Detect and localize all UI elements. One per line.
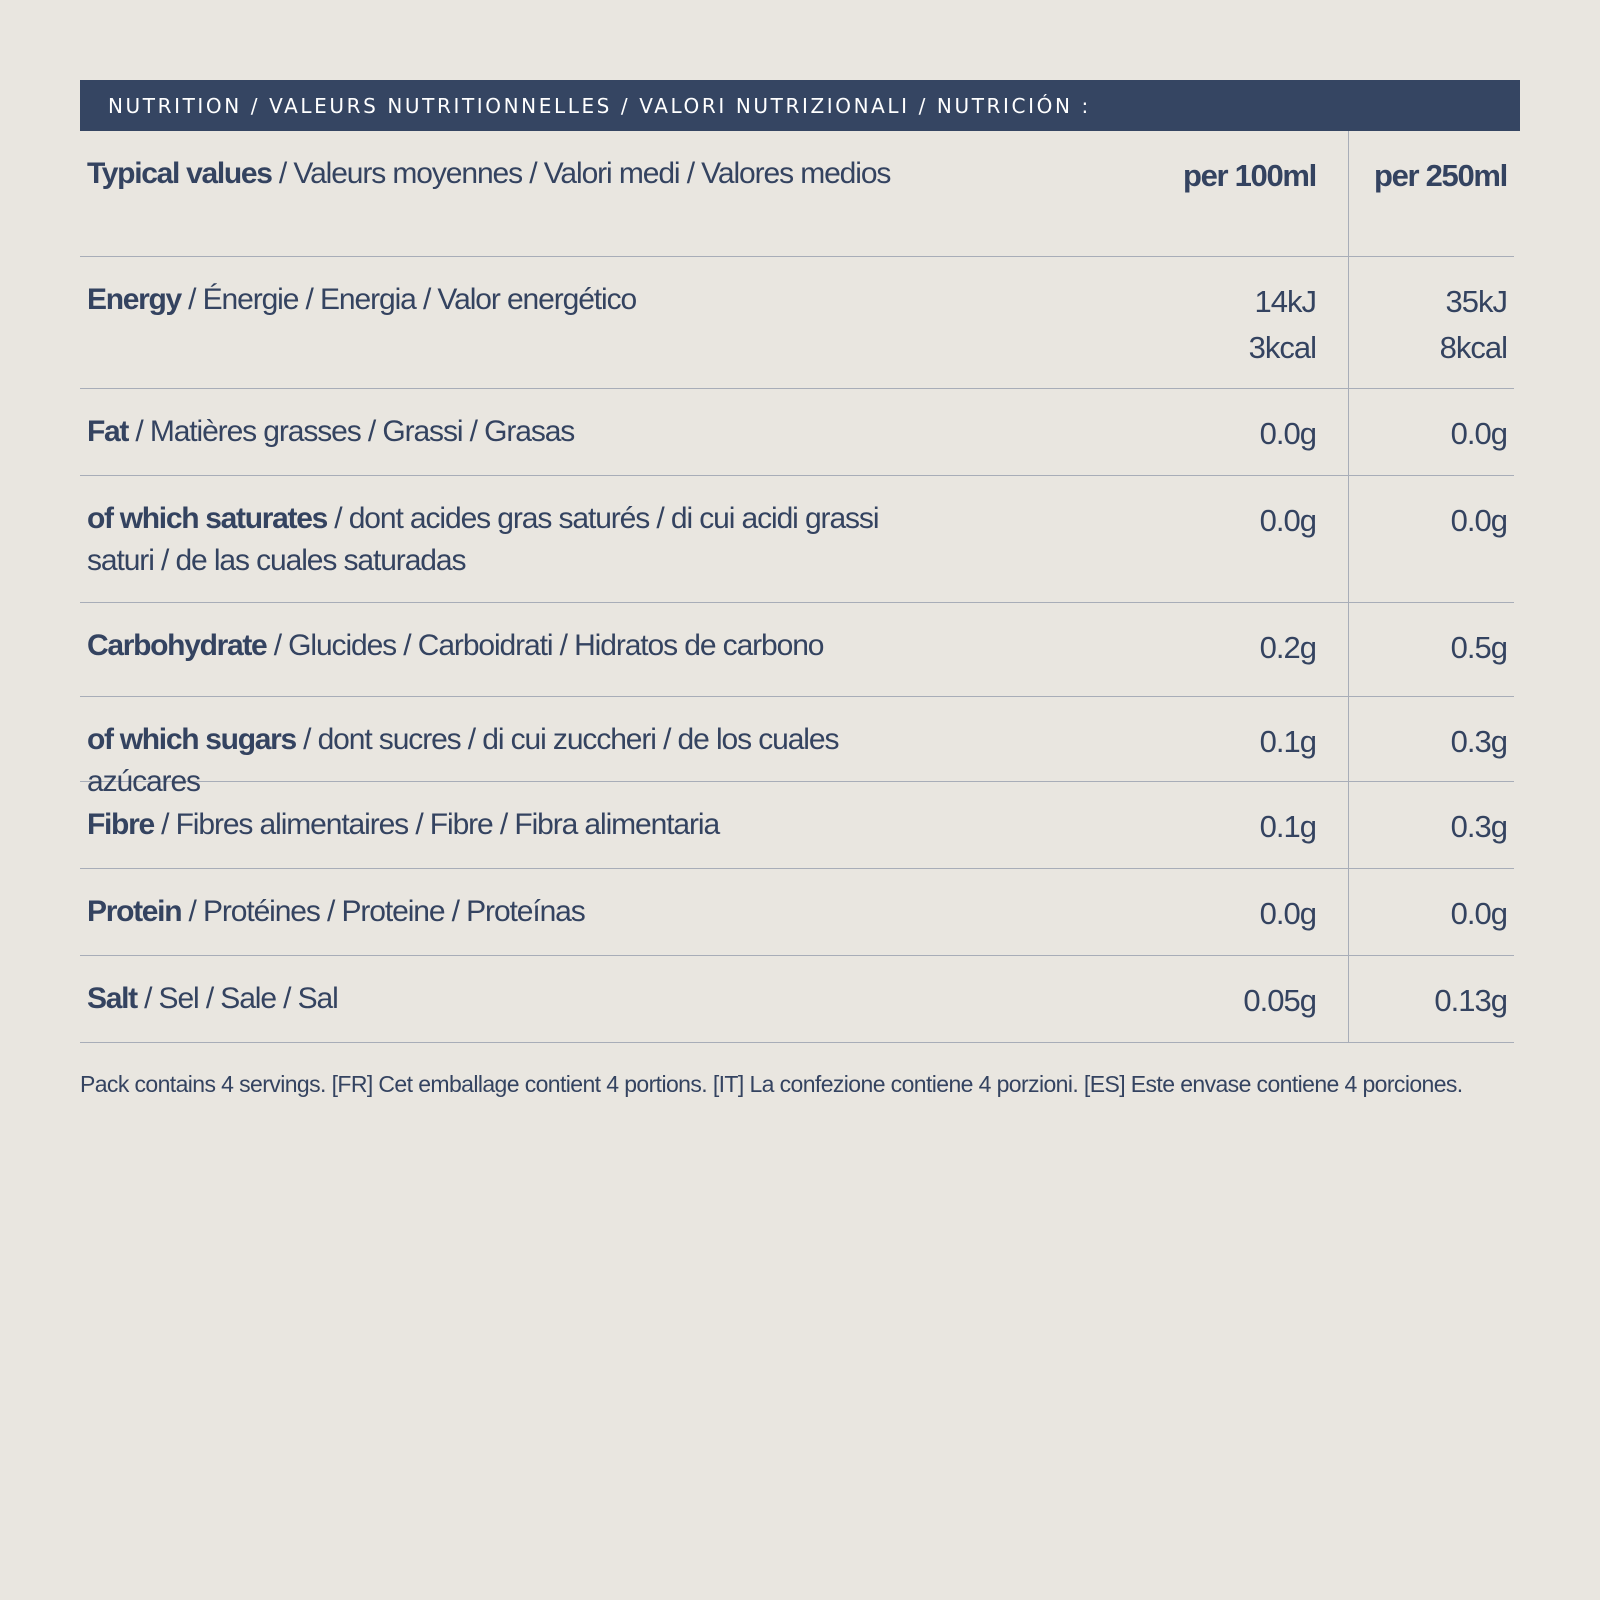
nutrient-name: Energy: [87, 283, 181, 316]
saturates-per-100ml: 0.0g: [1259, 503, 1316, 538]
nutrient-name: Salt: [87, 982, 137, 1015]
salt-label: [87, 978, 927, 1042]
table-header-row: [80, 131, 1514, 257]
sugars-per-100ml: 0.1g: [1259, 724, 1316, 759]
table-row: [80, 257, 1514, 389]
nutrient-name: of which sugars: [87, 723, 296, 756]
sugars-label: [87, 719, 927, 798]
nutrient-translations: / Fibres alimentaires / Fibre / Fibra alimentaria: [153, 808, 720, 841]
carbohydrate-per-250ml: 0.5g: [1348, 603, 1514, 696]
table-row: [80, 956, 1514, 1043]
fat-per-100ml: 0.0g: [1259, 416, 1316, 451]
fibre-label: [87, 804, 927, 868]
table-header-label: [87, 153, 927, 256]
per-100ml-header: per 100ml: [1182, 158, 1316, 193]
fat-per-250ml: 0.0g: [1348, 389, 1514, 475]
energy-label: [87, 279, 927, 388]
protein-per-100ml: 0.0g: [1259, 896, 1316, 931]
protein-label: [87, 891, 927, 955]
fibre-per-100ml: 0.1g: [1259, 809, 1316, 844]
row-label-cell: [80, 257, 1348, 388]
table-row: [80, 869, 1514, 956]
nutrition-table: [80, 131, 1514, 1043]
table-row: [80, 389, 1514, 476]
carbohydrate-label: [87, 625, 927, 696]
row-label-cell: [80, 869, 1348, 955]
nutrient-name: Fibre: [87, 808, 154, 841]
fibre-per-250ml: 0.3g: [1348, 782, 1514, 868]
row-label-cell: [80, 956, 1348, 1042]
table-row: [80, 476, 1514, 603]
table-header-label-cell: [80, 131, 1348, 256]
protein-per-250ml: 0.0g: [1348, 869, 1514, 955]
carbohydrate-per-100ml: 0.2g: [1259, 630, 1316, 665]
saturates-label: [87, 498, 927, 602]
nutrient-translations: / Glucides / Carboidrati / Hidratos de carbono: [266, 629, 824, 662]
salt-per-100ml: 0.05g: [1243, 983, 1316, 1018]
row-label-cell: [80, 697, 1348, 798]
salt-per-250ml: 0.13g: [1348, 956, 1514, 1042]
nutrient-name: Protein: [87, 895, 182, 928]
nutrient-name: Carbohydrate: [87, 629, 267, 662]
nutrition-header-title: NUTRITION / VALEURS NUTRITIONNELLES / VALORI NUTRIZIONALI / NUTRICIÓN :: [108, 93, 1091, 118]
nutrition-panel: [80, 80, 1520, 1098]
servings-footnote: Pack contains 4 servings. [FR] Cet emballage contient 4 portions. [IT] La confezione contiene 4 porzioni. [ES] Este envase contiene 4 porciones.: [80, 1071, 1463, 1097]
saturates-per-250ml: 0.0g: [1348, 476, 1514, 602]
typical-values-translations: / Valeurs moyennes / Valori medi / Valores medios: [271, 157, 891, 190]
energy-per-100ml: 14kJ 3kcal: [1248, 284, 1316, 365]
nutrient-translations: / Matières grasses / Grassi / Grasas: [128, 415, 575, 448]
nutrient-name: Fat: [87, 415, 129, 448]
per-250ml-header: per 250ml: [1348, 131, 1514, 256]
nutrient-translations: / Sel / Sale / Sal: [136, 982, 338, 1015]
row-label-cell: [80, 603, 1348, 696]
sugars-per-250ml: 0.3g: [1348, 697, 1514, 781]
typical-values-label: Typical values: [87, 157, 272, 190]
fat-label: [87, 411, 927, 475]
nutrient-translations: / dont acides gras saturés / di cui acidi grassi saturi / de las cuales saturadas: [87, 502, 879, 577]
table-row: [80, 782, 1514, 869]
row-label-cell: [80, 782, 1348, 868]
nutrition-header-bar: [80, 80, 1520, 131]
nutrient-translations: / dont sucres / di cui zuccheri / de los cuales azúcares: [87, 723, 839, 798]
table-row: [80, 697, 1514, 798]
nutrient-translations: / Protéines / Proteine / Proteínas: [181, 895, 585, 928]
nutrient-translations: / Énergie / Energia / Valor energético: [180, 283, 637, 316]
energy-per-250ml: 35kJ 8kcal: [1348, 257, 1514, 388]
row-label-cell: [80, 476, 1348, 602]
table-row: [80, 603, 1514, 697]
nutrient-name: of which saturates: [87, 502, 327, 535]
row-label-cell: [80, 389, 1348, 475]
